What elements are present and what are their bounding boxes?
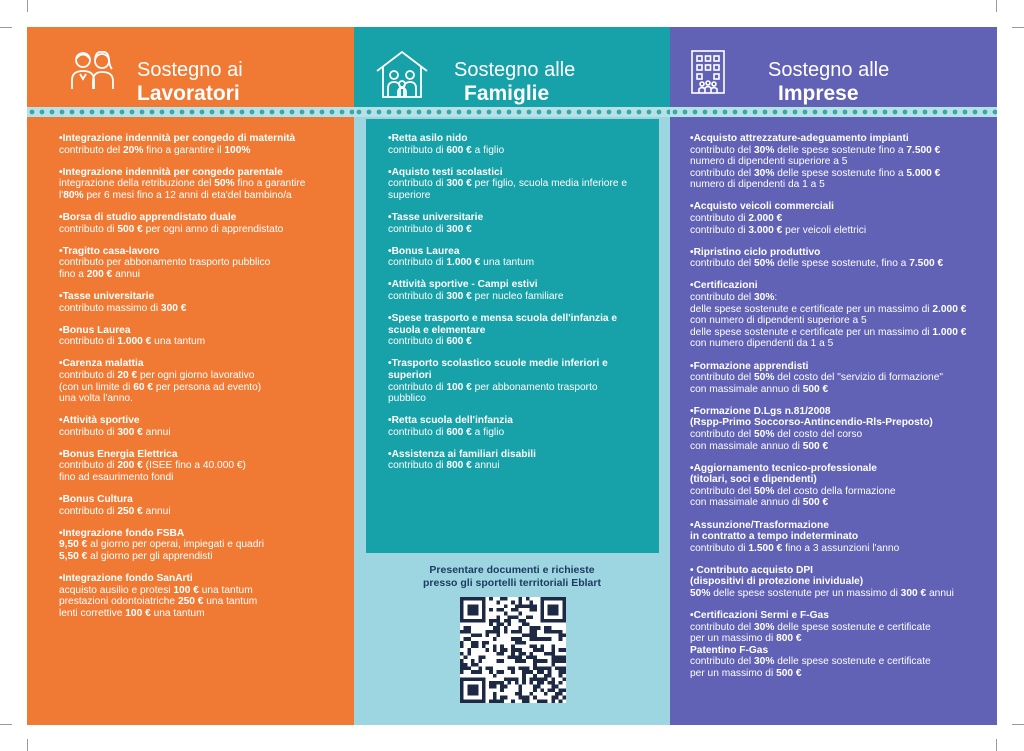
benefit-text: per ogni anno di apprendistato [142, 223, 284, 235]
benefit-text: del costo del corso con massimale annuo di [690, 428, 863, 452]
benefit-text: delle spese sostenute e certificate per un massimo di [690, 621, 931, 645]
benefit-title: •Bonus Cultura [59, 494, 133, 506]
benefit-item [59, 415, 344, 438]
crop-mark [0, 724, 12, 725]
benefit-item [59, 167, 344, 202]
benefit-title: •Formazione apprendisti [690, 360, 809, 372]
benefit-text: contributo di [690, 542, 749, 554]
benefit-description [59, 303, 344, 315]
benefit-text: (ISEE fino a 40.000 €) fino ad esaurimento fondi [59, 460, 246, 484]
benefit-item [59, 528, 344, 563]
benefit-text: contributo di [59, 336, 118, 348]
benefit-text: contributo del [690, 621, 754, 633]
benefit-text: una tantum [151, 336, 206, 348]
benefit-amount: 20 € [117, 369, 138, 381]
benefit-title: •Certificazioni Sermi e F-Gas [690, 610, 829, 622]
benefit-description [59, 506, 344, 518]
benefit-title: •Attività sportive - Campi estivi [388, 279, 538, 291]
benefit-title: •Tragitto casa-lavoro [59, 245, 160, 257]
benefit-amount: 30% [754, 144, 775, 156]
benefit-text: del costo del "servizio di formazione" con massimale annuo di [690, 372, 944, 395]
benefit-amount: 7.500 € [909, 258, 944, 270]
benefit-box [366, 119, 659, 553]
benefit-amount: 500 € [802, 440, 829, 452]
benefit-text: contributo di [690, 213, 749, 225]
benefit-amount: 30% [754, 292, 775, 304]
benefit-amount: 1.500 € [748, 542, 783, 554]
benefit-title: •Bonus Laurea [388, 245, 460, 257]
benefit-title: •Formazione D.Lgs n.81/2008 (Rspp-Primo Soccorso-Antincendio-Rls-Preposto) [690, 405, 933, 429]
benefit-text: per abbonamento trasporto pubblico [388, 381, 598, 405]
benefit-description [59, 145, 344, 157]
building-icon [688, 47, 728, 95]
benefit-amount: 50% [754, 258, 775, 270]
benefit-text: numero di dipendenti da 1 a 5 [690, 179, 825, 191]
panel-imprese [670, 27, 997, 725]
benefit-text: contributo di [388, 381, 447, 393]
benefit-amount: 1.000 € [117, 336, 152, 348]
crop-mark [1012, 724, 1024, 725]
benefit-text: contributo del [690, 144, 754, 156]
benefit-amount: 1.000 € [446, 257, 481, 269]
benefit-text: contributo del [59, 144, 123, 156]
benefit-text: contributo massimo di [59, 302, 161, 314]
benefit-amount: 250 € [117, 505, 143, 517]
benefit-text: con numero di dipendenti superiore a 5 delle spese sostenute e certificate per un massimo di [690, 315, 930, 338]
crop-mark [27, 0, 28, 12]
benefit-text: contributo di [59, 369, 118, 381]
benefit-description [59, 257, 344, 280]
panel-header [670, 27, 997, 107]
benefit-title: •Carenza malattia [59, 358, 144, 370]
benefit-title: •Bonus Energia Elettrica [59, 448, 178, 460]
benefit-text: contributo del [690, 656, 752, 668]
benefit-amount: 2.000 € [748, 213, 783, 225]
benefit-title: •Retta asilo nido [388, 133, 468, 144]
qr-code[interactable] [460, 597, 566, 703]
benefit-text: per persona ad evento) una volta l'anno. [59, 381, 262, 405]
benefit-text: numero di dipendenti superiore a 5 contributo del [690, 156, 848, 179]
benefit-description [690, 258, 990, 270]
benefit-item [690, 610, 990, 680]
benefit-amount: 20% [123, 144, 144, 156]
benefit-amount: 5,50 € [59, 551, 88, 563]
benefit-title: •Aquisto testi scolastici [388, 166, 503, 178]
benefit-text: contributo del [690, 292, 754, 304]
benefit-description [690, 588, 990, 600]
crop-mark [1012, 27, 1024, 28]
benefit-list [388, 133, 653, 483]
benefit-amount: 500 € [117, 223, 143, 235]
benefit-description [388, 178, 653, 201]
benefit-amount: 5.000 € [906, 167, 941, 179]
benefit-item [388, 246, 653, 269]
benefit-title: •Tasse universitarie [388, 211, 484, 223]
benefit-title: •Aggiornamento tecnico-professionale (titolari, soci e dipendenti) [690, 462, 877, 486]
benefit-text: integrazione della retribuzione del [59, 178, 215, 190]
benefit-text: delle spese sostenute per un massimo di [710, 588, 901, 599]
benefit-amount: 300 € [117, 426, 143, 438]
benefit-title: •Integrazione indennità per congedo di maternità [59, 133, 296, 144]
benefit-item [690, 361, 990, 396]
benefit-description [388, 382, 653, 405]
benefit-item [690, 463, 990, 509]
benefit-description [388, 291, 653, 303]
benefit-amount: 200 € [86, 268, 113, 280]
benefit-list [690, 133, 990, 690]
benefit-text: per figlio, scuola media inferiore e superiore [388, 178, 627, 201]
benefit-description [388, 427, 653, 439]
benefit-text: fino a garantire il [143, 144, 225, 156]
benefit-description [59, 427, 344, 439]
benefit-description [388, 460, 653, 472]
benefit-item [388, 279, 653, 302]
benefit-amount: 3.000 € [748, 224, 783, 236]
benefit-item [59, 246, 344, 281]
benefit-item [59, 212, 344, 235]
benefit-title: •Retta scuola dell'infanzia [388, 415, 513, 427]
benefit-text: contributo di [388, 336, 447, 348]
benefit-description [388, 257, 653, 269]
benefit-item [59, 358, 344, 404]
benefit-text: contributo di [388, 460, 447, 472]
benefit-amount: 300 € [446, 223, 472, 235]
benefit-description [690, 486, 990, 509]
benefit-description [59, 539, 344, 562]
benefit-amount: 500 € [802, 497, 829, 509]
benefit-text: una tantum lenti correttive [59, 596, 258, 619]
benefit-text: delle spese sostenute fino a [774, 144, 907, 156]
benefit-text: : delle spese sostenute e certificate per un massimo di [690, 292, 930, 315]
benefit-description [59, 336, 344, 348]
benefit-text: acquisto ausilio e protesi [59, 584, 174, 596]
benefit-text: fino a 3 assunzioni l'anno [782, 542, 900, 554]
benefit-text: per veicoli elettrici [782, 224, 867, 236]
benefit-amount: 300 € [160, 302, 187, 314]
footer-note: Presentare documenti e richieste presso gli sportelli territoriali Eblart [423, 564, 601, 589]
benefit-description [59, 178, 344, 201]
benefit-description [388, 224, 653, 236]
crop-mark [996, 739, 997, 751]
benefit-text: contributo di [59, 460, 118, 472]
benefit-item [388, 167, 653, 202]
benefit-text: annui [142, 426, 171, 438]
benefit-text: contributo di [388, 257, 447, 269]
benefit-title: •Attività sportive [59, 415, 140, 427]
benefit-description [690, 429, 990, 452]
benefit-amount: 500 € [802, 383, 829, 395]
benefit-amount: 9,50 € [59, 539, 88, 551]
dotted-divider [670, 107, 997, 117]
benefit-text: contributo di [388, 223, 447, 235]
benefit-text: contributo del [690, 258, 754, 270]
benefit-text: del costo della formazione con massimale annuo di [690, 485, 896, 509]
benefit-item [388, 415, 653, 438]
benefit-title: •Certificazioni [690, 280, 758, 292]
workers-icon [69, 47, 115, 93]
benefit-amount: Patentino F-Gas [690, 644, 769, 656]
panel-title: Sostegno alle Famiglie [454, 59, 576, 105]
benefit-amount: 300 € [446, 290, 472, 302]
benefit-amount: 50% [214, 178, 235, 190]
benefit-text: una tantum prestazioni odontoiatriche [59, 584, 253, 608]
benefit-text: contributo per abbonamento trasporto pubblico fino a [59, 257, 271, 280]
benefit-title: •Assunzione/Trasformazione in contratto a tempo indeterminato [690, 519, 859, 543]
benefit-amount: 600 € [446, 426, 472, 438]
benefit-amount: 7.500 € [906, 144, 941, 156]
benefit-amount: 80% [63, 189, 84, 201]
benefit-item [59, 291, 344, 314]
benefit-item [690, 520, 990, 555]
benefit-amount: 50% [754, 372, 775, 384]
benefit-description [690, 372, 990, 395]
panel-header [27, 27, 354, 107]
benefit-description [59, 585, 344, 620]
benefit-text: contributo di [388, 426, 447, 438]
benefit-description [690, 543, 990, 555]
benefit-text: delle spese sostenute, fino a [774, 258, 910, 270]
benefit-item [690, 406, 990, 452]
benefit-text: contributo di [59, 426, 118, 438]
benefit-amount: 800 € [776, 633, 802, 645]
benefit-text: con numero dipendenti da 1 a 5 [690, 338, 834, 350]
crop-mark [27, 739, 28, 751]
benefit-item [388, 358, 653, 404]
benefit-text: annui [926, 588, 954, 599]
benefit-description [388, 336, 653, 348]
benefit-title: •Bonus Laurea [59, 324, 131, 336]
benefit-text: annui [112, 268, 141, 280]
benefit-amount: 30% [754, 621, 775, 633]
benefit-item [690, 565, 990, 600]
benefit-text: annui [142, 505, 171, 517]
benefit-description [59, 224, 344, 236]
benefit-amount: 600 € [446, 144, 472, 156]
benefit-description [690, 292, 990, 350]
benefit-title: •Integrazione fondo SanArti [59, 573, 193, 585]
benefit-item [388, 449, 653, 472]
dotted-divider [27, 107, 354, 117]
benefit-item [388, 212, 653, 235]
benefit-text: contributo del [690, 428, 754, 440]
benefit-amount: 600 € [446, 336, 472, 348]
benefit-amount: 500 € [776, 668, 802, 680]
panel-lavoratori [27, 27, 354, 725]
benefit-amount: 1.000 € [932, 326, 967, 338]
benefit-description [690, 622, 990, 680]
benefit-text: a figlio [471, 426, 505, 438]
benefit-amount: 800 € [446, 460, 472, 472]
benefit-title: •Assistenza ai familiari disabili [388, 448, 536, 460]
benefit-description [59, 370, 344, 405]
benefit-text: annui [471, 460, 500, 472]
benefit-text: contributo di [59, 223, 118, 235]
benefit-amount: 250 € [177, 596, 204, 608]
dots-pattern [354, 107, 670, 117]
benefit-title: •Acquisto attrezzature-adeguamento impianti [690, 133, 909, 144]
benefit-amount: 100 € [173, 584, 199, 596]
benefit-text: per 6 mesi fino a 12 anni di eta'del bambino/a [83, 189, 292, 201]
crop-mark [996, 0, 997, 12]
benefit-amount: 200 € [117, 460, 143, 472]
benefit-title: •Spese trasporto e mensa scuola dell'infanzia e scuola e elementare [388, 313, 618, 336]
benefit-item [388, 313, 653, 348]
benefit-title: •Acquisto veicoli commerciali [690, 201, 834, 213]
benefit-text: delle spese sostenute fino a [774, 167, 907, 179]
benefit-text: contributo del [690, 372, 754, 384]
dots-pattern [670, 107, 997, 117]
benefit-text: al giorno per gli apprendisti [87, 551, 213, 563]
benefit-title: •Integrazione fondo FSBA [59, 527, 185, 539]
benefit-amount: 100 € [125, 607, 151, 619]
benefit-description [690, 145, 990, 191]
benefit-item [59, 573, 344, 619]
benefit-item [690, 133, 990, 191]
benefit-item [59, 325, 344, 348]
benefit-text: contributo di [690, 224, 746, 236]
panel-famiglie [354, 27, 670, 725]
benefit-text: contributo di [388, 290, 447, 302]
benefit-title: •Borsa di studio apprendistato duale [59, 211, 237, 223]
benefit-amount: 50% [754, 485, 775, 497]
benefit-text: per nucleo familiare [471, 290, 564, 302]
benefit-description [388, 145, 653, 157]
panel-title: Sostegno alle Imprese [768, 59, 890, 105]
benefit-amount: 2.000 € [932, 303, 967, 315]
benefit-description [690, 213, 990, 236]
benefit-item [690, 247, 990, 270]
benefit-title: •Ripristino ciclo produttivo [690, 246, 821, 258]
benefit-list [59, 133, 344, 630]
benefit-text: contributo del [690, 485, 754, 497]
benefit-title: •Tasse universitarie [59, 290, 155, 302]
benefit-text: a figlio [471, 144, 505, 156]
benefit-text: contributo di [388, 178, 447, 190]
benefit-item [59, 133, 344, 156]
benefit-item [59, 449, 344, 484]
benefit-text: una tantum [480, 257, 535, 269]
family-house-icon [374, 49, 430, 99]
benefit-item [690, 280, 990, 350]
benefit-amount: 300 € [900, 588, 927, 599]
benefit-item [59, 494, 344, 517]
benefit-amount: 30% [754, 167, 775, 179]
panel-title: Sostegno ai Lavoratori [137, 59, 243, 105]
benefit-text: contributo di [388, 144, 447, 156]
benefit-title: •Integrazione indennità per congedo parentale [59, 166, 283, 178]
benefit-item [388, 133, 653, 156]
benefit-text: per ogni giorno lavorativo (con un limite di [59, 369, 255, 393]
panel-header [354, 27, 670, 107]
benefit-amount: 100% [224, 144, 251, 156]
benefit-text: delle spese sostenute e certificate per un massimo di [690, 656, 931, 680]
benefit-amount: 100 € [446, 381, 472, 393]
benefit-text: al giorno per operai, impiegati e quadri [90, 539, 265, 551]
benefit-amount: 60 € [133, 381, 154, 393]
benefit-description [59, 460, 344, 483]
benefit-item [690, 201, 990, 236]
benefit-text: una tantum [150, 607, 205, 619]
dots-pattern [27, 107, 354, 117]
benefit-text: contributo di [59, 505, 118, 517]
benefit-amount: 300 € [446, 178, 472, 190]
crop-mark [0, 27, 12, 28]
benefit-title: •Trasporto scolastico scuole medie inferiori e superiori [388, 358, 608, 381]
dotted-divider [354, 107, 670, 117]
benefit-amount: 50% [690, 588, 711, 599]
benefit-title: • Contributo acquisto DPI (dispositivi di protezione inividuale) [690, 564, 864, 588]
benefit-text: fino a garantire l' [59, 178, 306, 201]
benefit-amount: 30% [754, 656, 775, 668]
benefit-amount: 50% [754, 428, 775, 440]
